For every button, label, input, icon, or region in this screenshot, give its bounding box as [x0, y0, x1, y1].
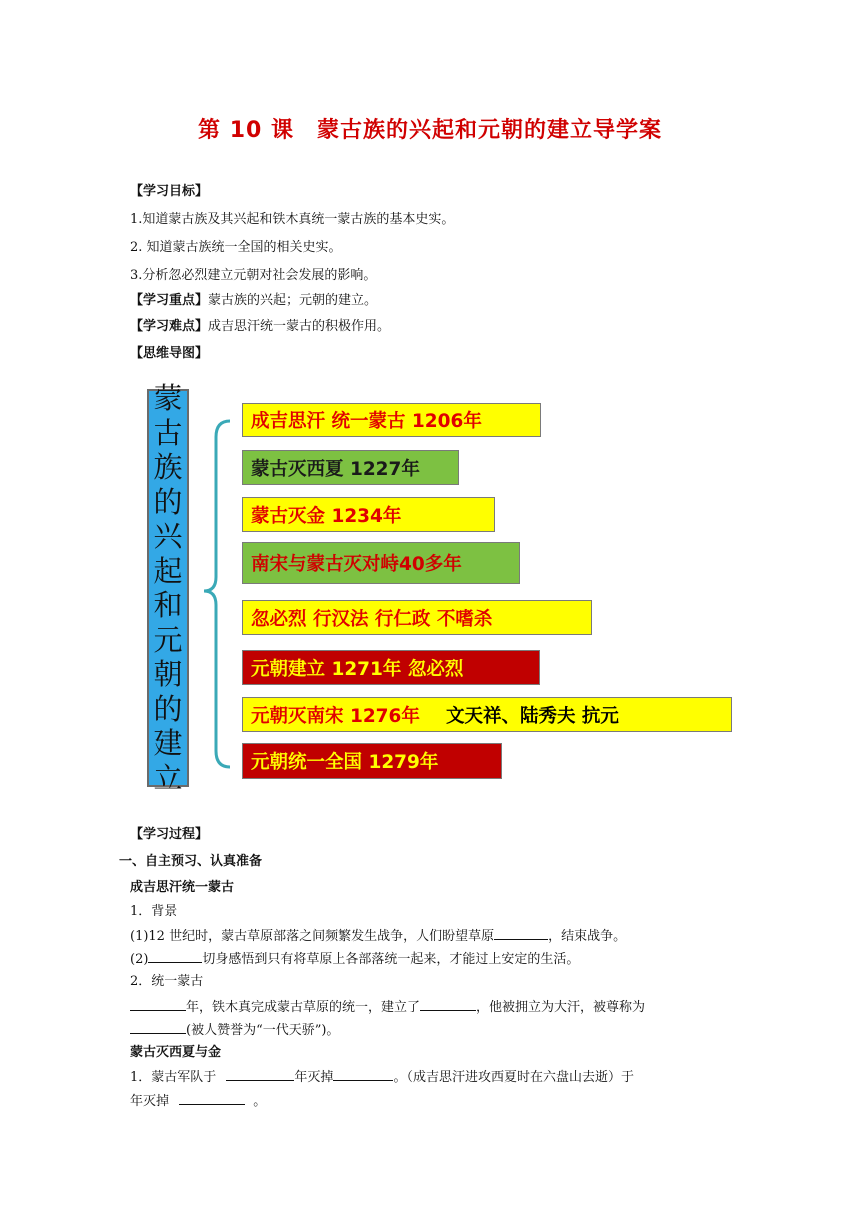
answer-blank[interactable]	[333, 1067, 393, 1081]
army-line-2	[130, 1091, 266, 1111]
mindmap-node-7-extra: 文天祥、陆秀夫 抗元	[445, 705, 619, 727]
root-char: 和	[153, 588, 183, 622]
page-title: 第 10 课 蒙古族的兴起和元朝的建立导学案	[198, 118, 662, 143]
root-char: 蒙	[153, 381, 183, 415]
unify-text-c: (被人赞誉为“一代天骄”)。	[186, 1023, 340, 1038]
section-1-title: 一、自主预习、认真准备	[119, 854, 263, 869]
army-text-b: 年灭掉	[294, 1070, 334, 1085]
unify-text-a: 年，铁木真完成蒙古草原的统一，建立了	[186, 1000, 421, 1015]
answer-blank[interactable]	[420, 997, 476, 1011]
army-text-d: 年灭掉	[130, 1094, 170, 1109]
mindmap-node-7-text: 元朝灭南宋 1276年	[251, 705, 420, 727]
background-label: 1．背景	[130, 904, 178, 919]
root-char: 族	[153, 450, 183, 484]
mindmap-node-7	[242, 697, 732, 732]
background-item-1	[130, 926, 626, 946]
mindmap-node-2: 蒙古灭西夏 1227年	[242, 450, 459, 485]
goal-item-1: 1.知道蒙古族及其兴起和铁木真统一蒙古族的基本史实。	[130, 212, 455, 227]
bg2-prefix: (2)	[130, 952, 149, 967]
difficulty-line	[130, 318, 390, 336]
mindmap-node-1: 成吉思汗 统一蒙古 1206年	[242, 403, 541, 437]
mindmap-node-3: 蒙古灭金 1234年	[242, 497, 495, 532]
root-char: 元	[153, 622, 183, 657]
root-char: 立	[153, 760, 183, 795]
army-text-e: 。	[253, 1094, 267, 1109]
process-heading: 【学习过程】	[130, 827, 209, 842]
answer-blank[interactable]	[148, 949, 202, 963]
goal-item-2: 2. 知道蒙古族统一全国的相关史实。	[130, 240, 342, 255]
army-text-a: 1．蒙古军队于	[130, 1070, 217, 1085]
mindmap-node-5: 忽必烈 行汉法 行仁政 不嗜杀	[242, 600, 592, 635]
mindmap-brace	[196, 415, 246, 775]
difficulty-text: 成吉思汗统一蒙古的积极作用。	[208, 319, 391, 334]
bg1-text-b: ，结束战争。	[548, 929, 627, 944]
difficulty-label: 【学习难点】	[130, 319, 209, 334]
army-line-1	[130, 1067, 634, 1087]
answer-blank[interactable]	[179, 1091, 245, 1105]
root-char: 的	[153, 691, 183, 726]
subsection-title-2: 蒙古灭西夏与金	[130, 1045, 222, 1060]
mindmap-heading: 【思维导图】	[130, 346, 209, 361]
mindmap-node-8: 元朝统一全国 1279年	[242, 743, 502, 779]
background-item-2	[130, 949, 579, 969]
answer-blank[interactable]	[130, 997, 186, 1011]
goal-item-3: 3.分析忽必烈建立元朝对社会发展的影响。	[130, 268, 377, 283]
answer-blank[interactable]	[494, 926, 548, 940]
answer-blank[interactable]	[130, 1020, 186, 1034]
root-char: 兴	[153, 519, 183, 553]
unify-line-1	[130, 997, 645, 1017]
unify-label: 2．统一蒙古	[130, 974, 204, 989]
mindmap-root	[147, 381, 189, 795]
root-char: 建	[153, 726, 183, 760]
root-char: 的	[153, 484, 183, 519]
unify-text-b: ，他被拥立为大汗，被尊称为	[476, 1000, 646, 1015]
mindmap-node-4: 南宋与蒙古灭对峙40多年	[242, 542, 520, 584]
root-char: 古	[153, 415, 183, 450]
root-char: 起	[153, 553, 183, 588]
unify-line-2	[130, 1020, 339, 1040]
subsection-title-1: 成吉思汗统一蒙古	[130, 880, 235, 895]
bg1-text-a: (1)12 世纪时，蒙古草原部落之间频繁发生战争，人们盼望草原	[130, 929, 495, 944]
key-point-line	[130, 292, 377, 310]
mindmap-node-6: 元朝建立 1271年 忽必烈	[242, 650, 540, 685]
key-point-label: 【学习重点】	[130, 293, 209, 308]
bg2-text: 切身感悟到只有将草原上各部落统一起来，才能过上安定的生活。	[202, 952, 580, 967]
army-text-c: 。（成吉思汗进攻西夏时在六盘山去逝）于	[393, 1070, 634, 1085]
root-char: 朝	[153, 657, 183, 691]
answer-blank[interactable]	[226, 1067, 294, 1081]
key-point-text: 蒙古族的兴起；元朝的建立。	[208, 293, 378, 308]
goals-heading: 【学习目标】	[130, 184, 209, 199]
